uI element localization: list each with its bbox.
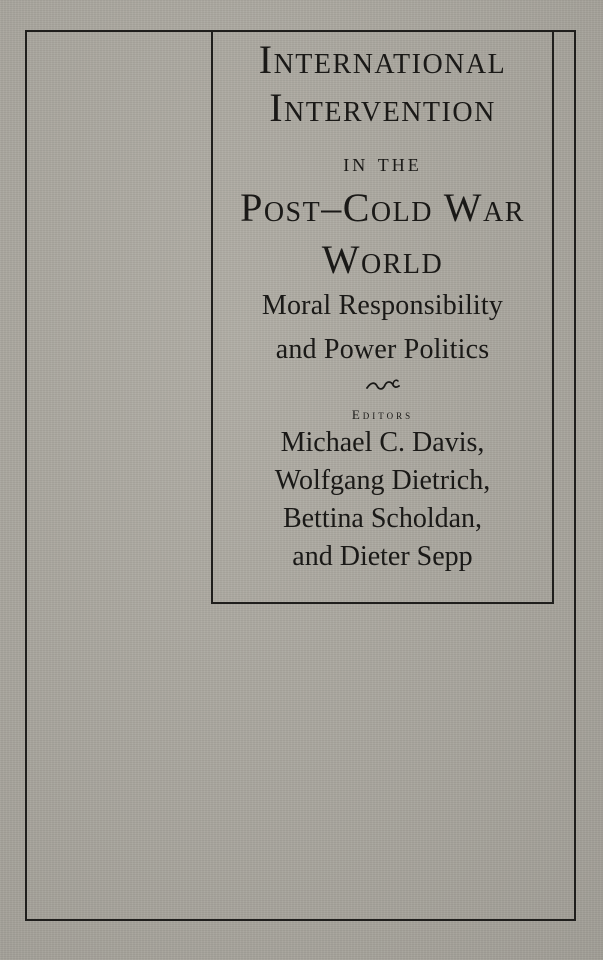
subtitle-line-2: and Power Politics <box>275 334 490 365</box>
title-line-5: World <box>321 237 444 282</box>
subtitle-line-1: Moral Responsibility <box>261 290 504 321</box>
title-line-2: Intervention <box>269 85 496 130</box>
flourish-icon <box>363 376 403 396</box>
editor-name-3: Bettina Scholdan, <box>282 503 483 534</box>
editor-name-1: Michael C. Davis, <box>280 427 485 458</box>
ornament-flourish-icon <box>213 374 552 404</box>
title-line-1: International <box>258 37 507 82</box>
title-block <box>213 37 552 576</box>
editor-name-4: and Dieter Sepp <box>292 541 473 572</box>
editor-name-2: Wolfgang Dietrich, <box>274 465 491 496</box>
title-line-3: in the <box>343 148 422 177</box>
title-line-4: Post–Cold War <box>240 185 525 230</box>
editors-label: Editors <box>351 407 414 422</box>
